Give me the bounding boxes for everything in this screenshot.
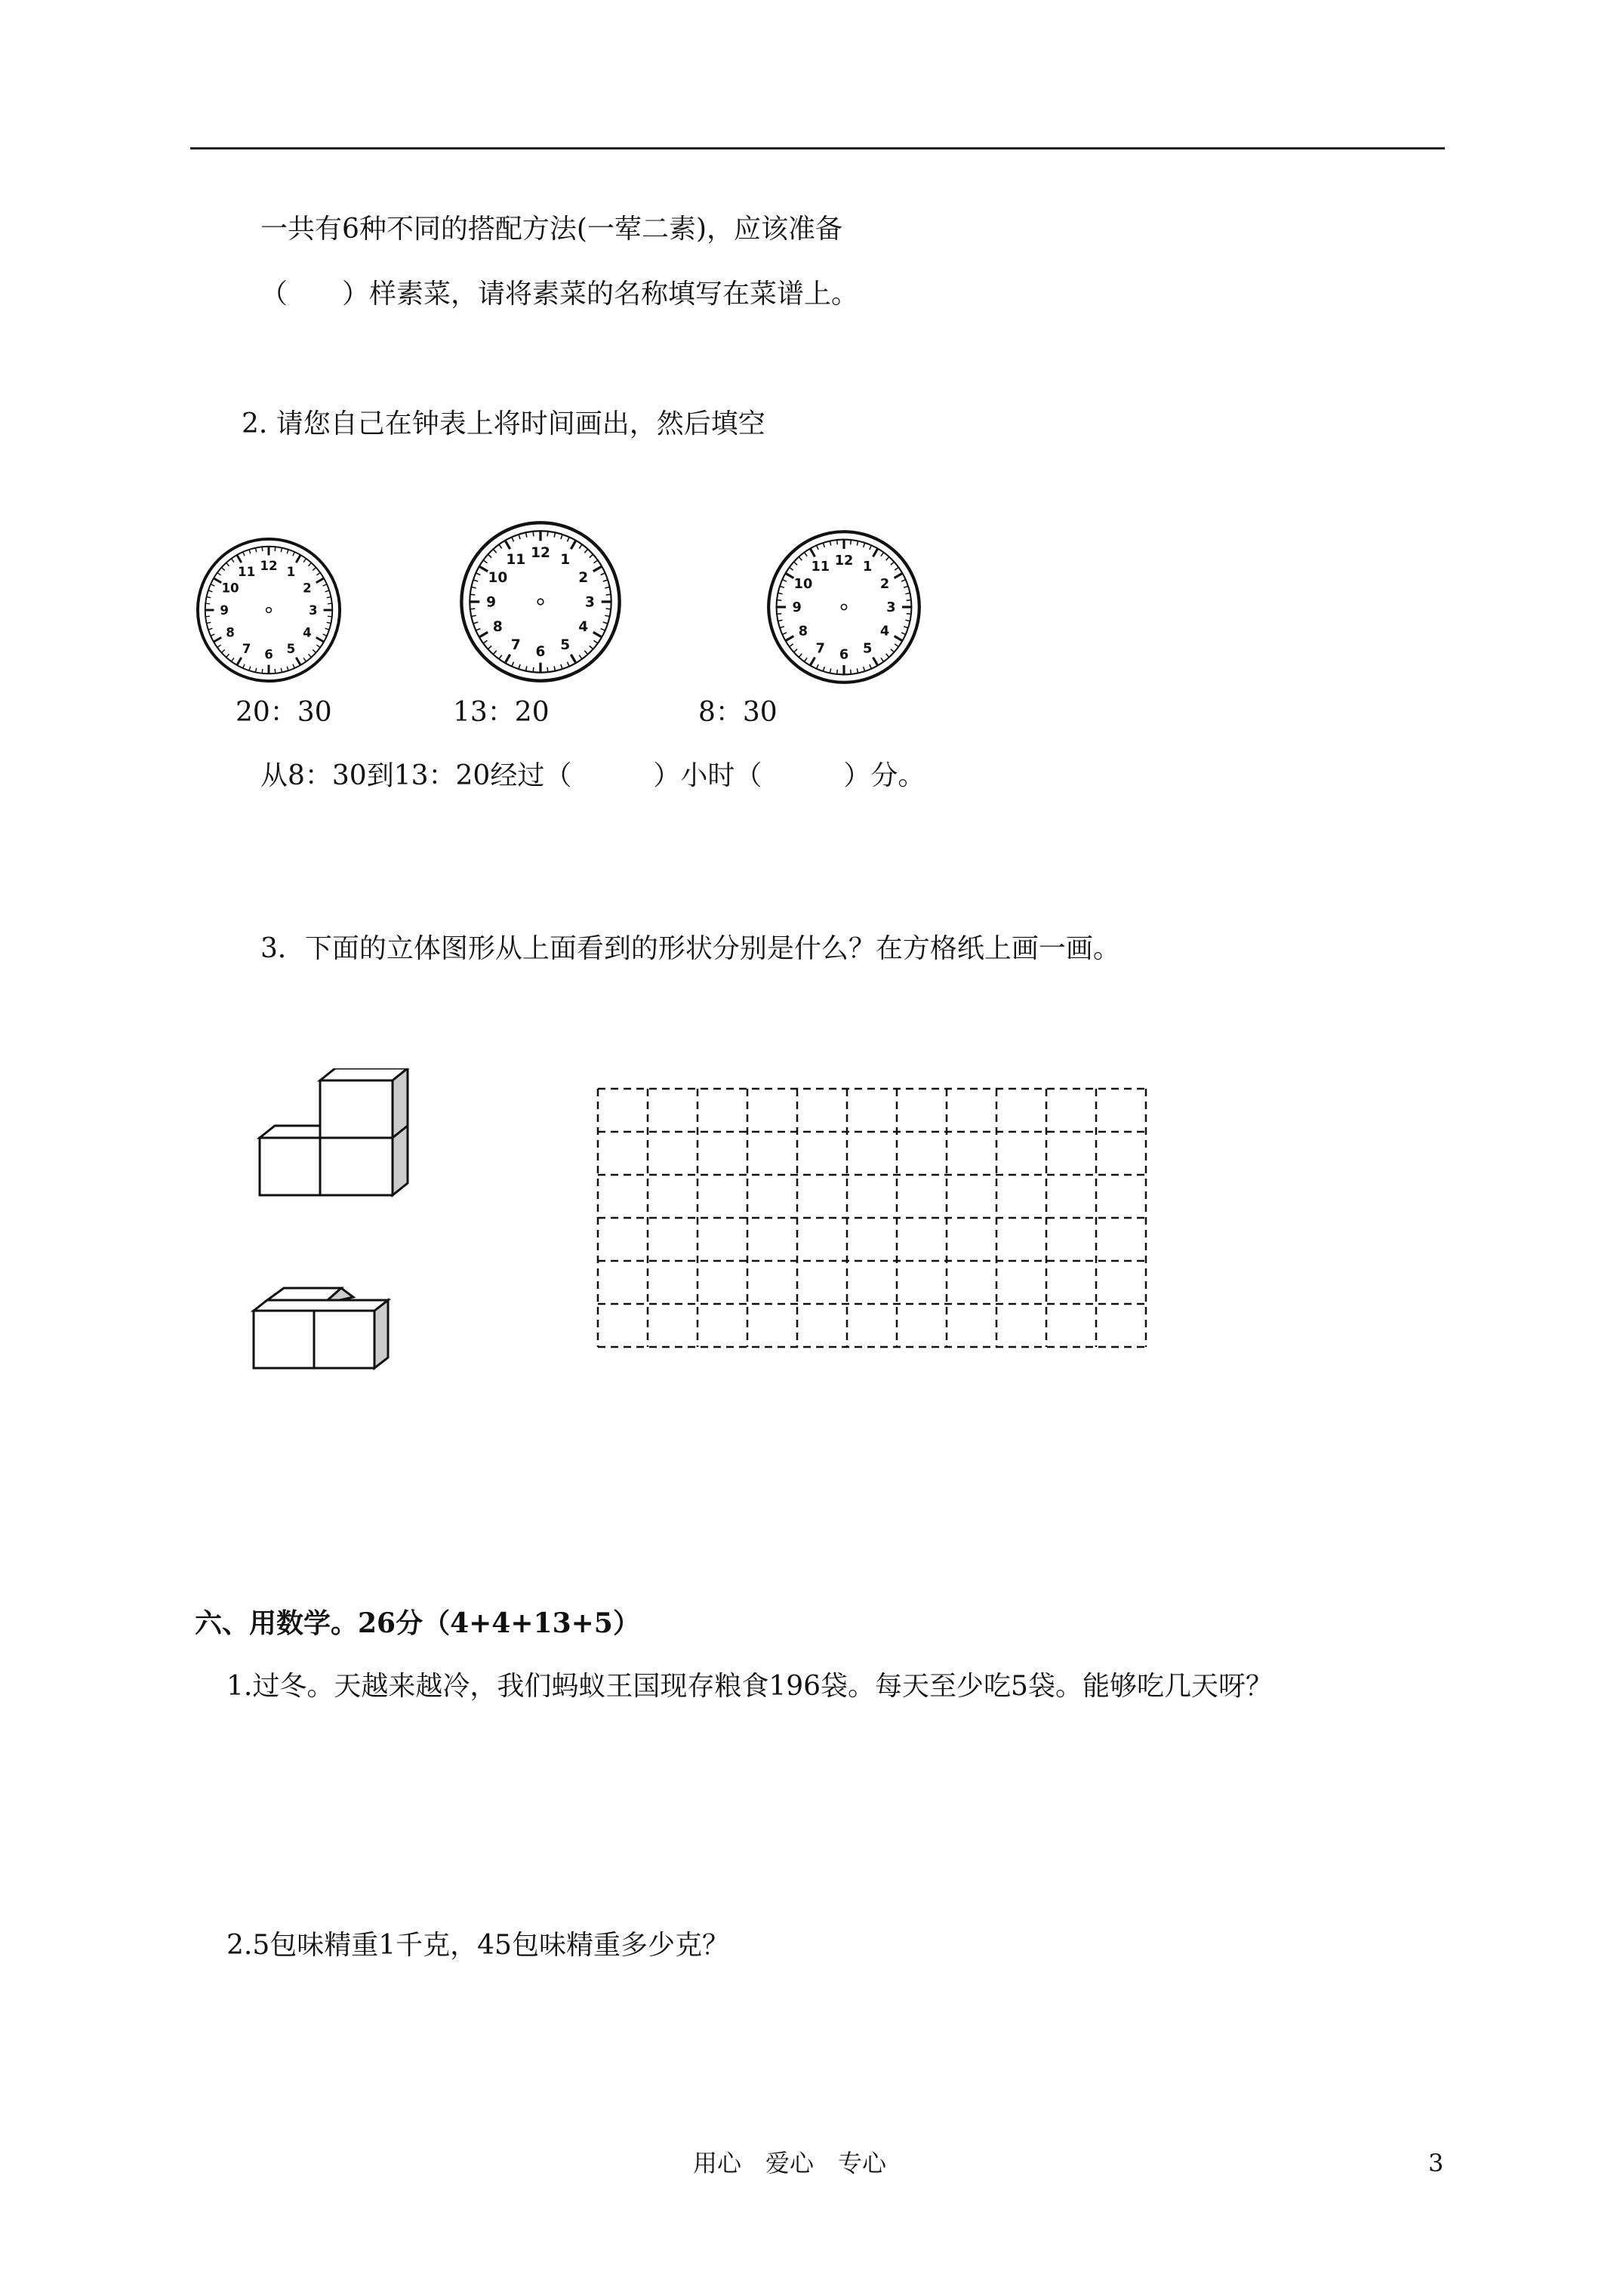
clock-numeral: 3	[584, 594, 595, 611]
q1-continuation-line1: 一共有6种不同的搭配方法(一荤二素)，应该准备	[260, 214, 842, 245]
section6-q1: 1.过冬。天越来越冷，我们蚂蚁王国现存粮食196袋。每天至少吃5袋。能够吃几天呀？	[226, 1671, 1273, 1702]
clock-numeral: 6	[535, 643, 546, 660]
clock-numeral: 1	[560, 551, 571, 568]
clock-numeral: 9	[486, 594, 497, 611]
clock-numeral: 7	[815, 641, 825, 657]
clock-numeral: 3	[886, 600, 896, 616]
q3-title: 3．下面的立体图形从上面看到的形状分别是什么？在方格纸上画一画。	[260, 933, 1120, 964]
clock-numeral: 12	[834, 553, 854, 569]
clock-face-2	[458, 519, 623, 684]
clock-numeral: 3	[309, 603, 318, 618]
header-rule	[190, 147, 1445, 149]
time-label-1: 20：30	[236, 697, 332, 728]
clock-numeral: 11	[238, 564, 256, 579]
time-label-2: 13：20	[453, 697, 550, 728]
q1-continuation-line2: （ ）样素菜，请将素菜的名称填写在菜谱上。	[260, 279, 859, 310]
clock-numeral: 9	[792, 600, 802, 616]
clock-numeral: 8	[492, 619, 503, 636]
cube-figure-2	[248, 1276, 399, 1374]
q2-answer-line: 从8：30到13：20经过（ ）小时（ ）分。	[260, 760, 925, 791]
time-label-3: 8：30	[698, 697, 778, 728]
clock-numeral: 9	[220, 603, 229, 618]
clock-numeral: 4	[879, 624, 890, 639]
section6-q2: 2.5包味精重1千克，45包味精重多少克？	[226, 1930, 729, 1961]
clock-numeral: 8	[226, 625, 235, 640]
clock-numeral: 8	[798, 624, 808, 639]
clock-numeral: 1	[863, 559, 873, 575]
clock-numeral: 12	[260, 559, 278, 574]
clock-numeral: 5	[286, 641, 296, 656]
clock-numeral: 1	[286, 564, 296, 579]
clock-numeral: 2	[303, 581, 312, 596]
clock-numeral: 4	[303, 625, 312, 640]
cube-figure-1	[249, 1068, 415, 1204]
clock-numeral: 7	[242, 641, 251, 656]
clock-numeral: 10	[221, 581, 239, 596]
clock-numeral: 5	[863, 641, 873, 657]
clock-numeral: 10	[793, 577, 813, 593]
clock-numeral: 2	[578, 569, 589, 586]
clock-face-1	[195, 536, 343, 684]
clock-numeral: 6	[264, 647, 273, 662]
clock-numeral: 11	[506, 551, 526, 568]
clock-numeral: 7	[510, 637, 521, 654]
clock-face-3	[765, 529, 922, 686]
clock-numeral: 12	[531, 545, 550, 562]
clock-numeral: 6	[839, 647, 849, 663]
clock-numeral: 2	[879, 577, 890, 593]
clock-numeral: 11	[811, 559, 830, 575]
clock-numeral: 4	[578, 619, 589, 636]
q2-title: 2. 请您自己在钟表上将时间画出，然后填空	[242, 408, 765, 439]
dashed-grid-paper[interactable]	[596, 1087, 1147, 1351]
section6-title: 六、用数学。26分（4+4+13+5）	[195, 1607, 640, 1639]
footer-motto: 用心 爱心 专心	[693, 2149, 887, 2177]
clock-numeral: 5	[560, 637, 571, 654]
clock-numeral: 10	[488, 569, 508, 586]
page-number: 3	[1428, 2149, 1444, 2177]
